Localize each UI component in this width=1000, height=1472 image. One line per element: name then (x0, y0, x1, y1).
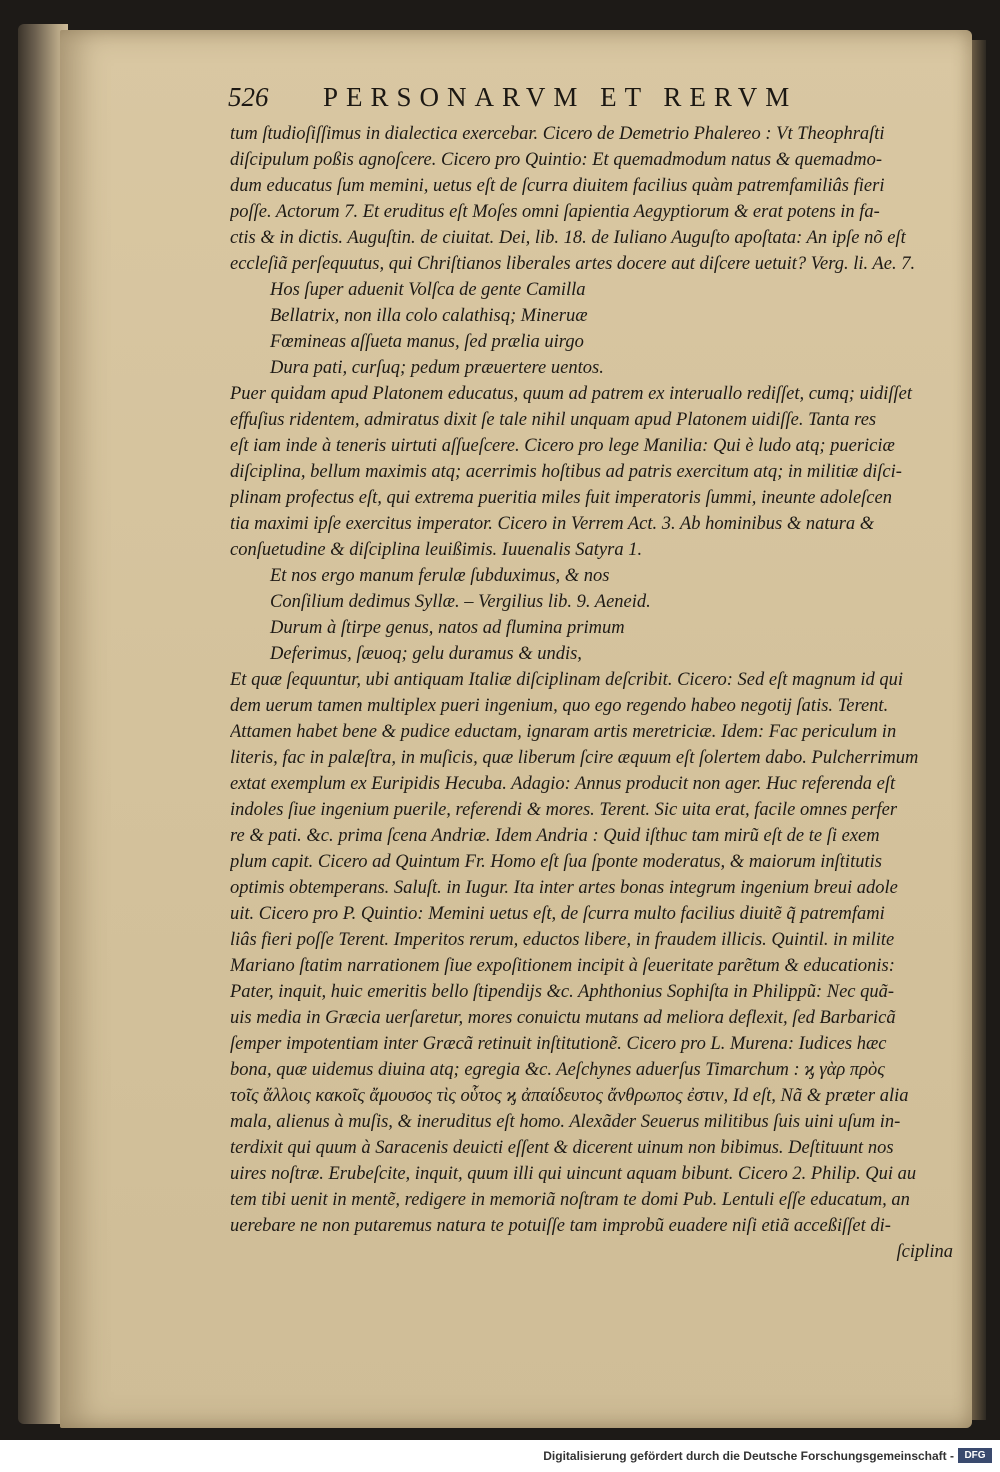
text-line: optimis obtemperans. Saluſt. in Iugur. Ita inter artes bonas integrum ingenium breui adole (230, 878, 898, 898)
verse-line: Bellatrix, non illa colo calathisq; Mineruæ (270, 306, 588, 326)
greek-text-line: τοῖς ἄλλοις κακοῖς ἄμουσος τὶς οὗτος ϗ ἀπαίδευτος ἄνθρωπος ἐστιν, Id eſt, Nã & præter alia (230, 1086, 909, 1106)
text-line: tem tibi uenit in mentẽ, redigere in memoriã noſtram te domi Pub. Lentuli eſſe educatum, an (230, 1190, 910, 1210)
text-line: mala, alienus à muſis, & ineruditus eſt homo. Alexãder Seuerus militibus ſuis uini uſum in- (230, 1112, 901, 1132)
text-line: indoles ſiue ingenium puerile, referendi & mores. Terent. Sic uita erat, facile omnes perfer (230, 800, 898, 820)
text-line: diſcipulum poßis agnoſcere. Cicero pro Quintio: Et quemadmodum natus & quemadmo- (230, 150, 883, 170)
verse-line: Conſilium dedimus Syllæ. – Vergilius lib. 9. Aeneid. (270, 592, 651, 612)
text-line: tum ſtudioſiſſimus in dialectica exercebar. Cicero de Demetrio Phalereo : Vt Theophraſti (230, 124, 885, 144)
binding-edge (972, 40, 986, 1420)
page-number: 526 (228, 82, 269, 112)
footer-bar (0, 1440, 1000, 1472)
verse-line: Dura pati, curſuq; pedum præuertere uentos. (270, 358, 604, 378)
verse-line: Fœmineas aſſueta manus, ſed prælia uirgo (270, 332, 584, 352)
text-line: Attamen habet bene & pudice eductam, ignaram artis meretriciæ. Idem: Fac periculum in (230, 722, 897, 742)
verse-line: Hos ſuper aduenit Volſca de gente Camilla (270, 280, 586, 300)
text-line: plum capit. Cicero ad Quintum Fr. Homo eſt ſua ſponte moderatus, & maiorum inſtitutis (230, 852, 882, 872)
text-line: uerebare ne non putaremus natura te potuiſſe tam improbũ euadere niſi etiã acceßiſſet di- (230, 1216, 891, 1236)
text-line: liâs fieri poſſe Terent. Imperitos rerum, eductos libere, in fraudem illicis. Quintil. in milite (230, 930, 895, 950)
text-line: ſemper impotentiam inter Græcã retinuit inſtitutionẽ. Cicero pro L. Murena: Iudices hæc (230, 1034, 887, 1054)
text-line: extat exemplum ex Euripidis Hecuba. Adagio: Annus producit non ager. Huc referenda eſt (230, 774, 896, 794)
running-title: PERSONARVM ET RERVM (323, 82, 798, 112)
verse-line: Deferimus, ſæuoq; gelu duramus & undis, (270, 644, 582, 664)
text-line: tia maximi ipſe exercitus imperator. Cicero in Verrem Act. 3. Ab hominibus & natura & (230, 514, 875, 534)
text-line: uis media in Græcia uerſaretur, mores conuictu mutans ad meliora deflexit, ſed Barbaricã (230, 1008, 896, 1028)
verse-line: Et nos ergo manum ferulæ ſubduximus, & nos (270, 566, 610, 586)
text-line: bona, quæ uidemus diuina atq; egregia &c. Aeſchynes aduerſus Timarchum : ϗ γὰρ πρὸς (230, 1060, 885, 1080)
text-line: effuſius ridentem, admiratus dixit ſe tale nihil unquam apud Platonem uidiſſe. Tanta res (230, 410, 877, 430)
running-header (228, 82, 968, 113)
text-line: dum educatus ſum memini, uetus eſt de ſcurra diuitem facilius quàm patremfamiliâs fieri (230, 176, 885, 196)
text-line: Mariano ſtatim narrationem ſiue expoſitionem incipit à ſeueritate parẽtum & educationis: (230, 956, 895, 976)
dfg-logo: DFG (958, 1448, 992, 1463)
text-block (230, 121, 965, 1265)
text-line: dem uerum tamen multiplex pueri ingenium, quo ego regendo habeo negotij ſatis. Terent. (230, 696, 889, 716)
text-line: poſſe. Actorum 7. Et eruditus eſt Moſes omni ſapientia Aegyptiorum & erat potens in fa- (230, 202, 880, 222)
text-line: diſciplina, bellum maximis atq; acerrimis hoſtibus ad patris exercitum atq; in militiæ diſci- (230, 462, 902, 482)
catchword: ſciplina (896, 1242, 953, 1262)
text-line: Puer quidam apud Platonem educatus, quum ad patrem ex interuallo rediſſet, cumq; uidiſſet (230, 384, 912, 404)
text-line: eccleſiã perſequutus, qui Chriſtianos liberales artes docere aut diſcere uetuit? Verg. li. Ae. 7. (230, 254, 916, 274)
text-line: plinam profectus eſt, qui extrema pueritia miles fuit imperatoris ſummi, ineunte adoleſcen (230, 488, 892, 508)
text-line: terdixit qui quum à Saracenis deuicti eſſent & dicerent uinum non bibimus. Deſtituunt nos (230, 1138, 894, 1158)
text-line: Pater, inquit, huic emeritis bello ſtipendijs &c. Aphthonius Sophiſta in Philippũ: Nec quã- (230, 982, 895, 1002)
text-line: conſuetudine & diſciplina leuißimis. Iuuenalis Satyra 1. (230, 540, 643, 560)
funding-credit: Digitalisierung gefördert durch die Deutsche Forschungsgemeinschaft - (543, 1449, 954, 1463)
verse-line: Durum à ſtirpe genus, natos ad flumina primum (270, 618, 625, 638)
text-line: literis, fac in palæſtra, in muſicis, quæ liberum ſcire æquum eſt ſolertem dabo. Pulcherrimum (230, 748, 919, 768)
text-line: re & pati. &c. prima ſcena Andriæ. Idem Andria : Quid iſthuc tam mirũ eſt de te ſi exem (230, 826, 880, 846)
text-line: eſt iam inde à teneris uirtuti aſſueſcere. Cicero pro lege Manilia: Qui è ludo atq; puericiæ (230, 436, 895, 456)
text-line: Et quæ ſequuntur, ubi antiquam Italiæ diſciplinam deſcribit. Cicero: Sed eſt magnum id qui (230, 670, 903, 690)
text-line: ctis & in dictis. Auguſtin. de ciuitat. Dei, lib. 18. de Iuliano Auguſto apoſtata: An ipſe nõ eſt (230, 228, 906, 248)
text-line: uires noſtræ. Erubeſcite, inquit, quum illi qui uincunt aquam bibunt. Cicero 2. Philip. Qui au (230, 1164, 917, 1184)
text-line: uit. Cicero pro P. Quintio: Memini uetus eſt, de ſcurra multo facilius diuitẽ q̃ patremfami (230, 904, 885, 924)
